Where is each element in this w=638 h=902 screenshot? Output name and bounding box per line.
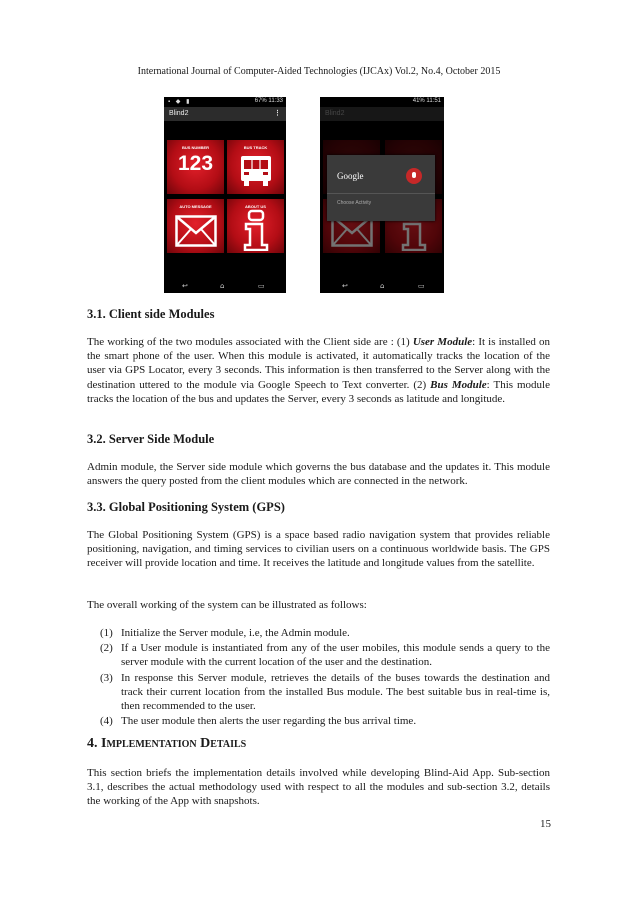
list-item — [100, 641, 550, 669]
overflow-menu-icon[interactable]: ⋮ — [274, 110, 281, 117]
tile-label: BUS NUMBER — [181, 145, 210, 150]
about-us-tile[interactable] — [227, 199, 284, 253]
bus-icon — [238, 153, 274, 189]
app-title: Blind2 — [169, 110, 189, 117]
journal-header: International Journal of Computer-Aided Technologies (IJCAx) Vol.2, No.4, October 2015 — [137, 66, 501, 77]
google-voice-dialog — [327, 155, 435, 221]
paragraph-client-modules — [87, 335, 550, 406]
status-time: 11:33 — [268, 98, 283, 104]
list-item — [100, 671, 550, 714]
app-bar — [164, 107, 286, 121]
home-icon[interactable]: ⌂ — [380, 282, 385, 290]
mail-icon — [175, 215, 217, 247]
bus-module-term: Bus Module — [430, 378, 487, 391]
status-time: 11:51 — [426, 98, 441, 104]
nav-bar — [320, 280, 444, 293]
paragraph-server-module: Admin module, the Server side module which governs the bus database and the updates it. This module answers the query posted from the client modules which are connected in the network. — [87, 461, 550, 488]
step-text: Initialize the Server module, i.e, the Admin module. — [121, 627, 350, 639]
step-text: The user module then alerts the user regarding the bus arrival time. — [121, 715, 417, 728]
auto-message-tile[interactable] — [167, 199, 224, 253]
dialog-title: Google — [337, 171, 364, 181]
choose-activity-option[interactable]: Choose Activity — [337, 200, 372, 206]
tile-label: BUS TRACK — [243, 145, 268, 150]
section-heading-3-3: 3.3. Global Positioning System (GPS) — [87, 500, 285, 514]
back-icon[interactable]: ↩ — [342, 282, 348, 290]
step-number: (3) — [100, 671, 113, 684]
microphone-icon[interactable] — [406, 168, 422, 184]
steps-list — [100, 626, 550, 729]
step-text: In response this Server module, retrieves the details of the buses towards the destination and track their current location from the installed Bus module. The best suitable bus in real-time is, then recommended to the user. — [121, 671, 550, 713]
tile-label: ABOUT US — [245, 204, 266, 209]
section-heading-3-2: 3.2. Server Side Module — [87, 432, 215, 446]
paragraph-overall-working: The overall working of the system can be illustrated as follows: — [87, 599, 367, 611]
status-bar — [320, 97, 444, 107]
text-run: : It is installed on the smart phone of the user. When this module is activated, it automatically tracks the location of the user via GPS Locator, every 3 seconds. This information is then transferred to the Server along with the destination uttered to the module via Google Speech to Text converter. (2) — [87, 336, 550, 391]
battery-level: 41% — [412, 98, 425, 104]
user-module-term: User Module — [412, 336, 473, 348]
app-screenshot-voice — [320, 97, 444, 293]
section-heading-3-1: 3.1. Client side Modules — [87, 307, 215, 321]
battery-level: 67% — [254, 98, 267, 104]
recents-icon[interactable]: ▭ — [418, 282, 425, 290]
bus-track-tile[interactable] — [227, 140, 284, 194]
info-icon — [241, 209, 271, 251]
text-run: : This module tracks the location of the bus and updates the Server, every 3 seconds as latitude and longitude. — [87, 378, 550, 405]
bus-number-value: 123 — [177, 152, 214, 175]
step-number: (4) — [100, 715, 113, 728]
paragraph-gps: The Global Positioning System (GPS) is a space based radio navigation system that provides reliable positioning, navigation, and timing services to civilian users on a continuous worldwide basis. The GPS receiver will provide location and time. It receives the latitude and longitude values from the satellite. — [87, 529, 550, 570]
nav-bar — [164, 280, 286, 293]
home-icon[interactable]: ⌂ — [220, 282, 225, 290]
step-number: (1) — [100, 627, 113, 639]
back-icon[interactable]: ↩ — [182, 282, 188, 290]
app-screenshot-main — [164, 97, 286, 293]
step-number: (2) — [100, 642, 113, 655]
tile-label: AUTO MESSAGE — [179, 204, 212, 209]
step-text: If a User module is instantiated from any of the user mobiles, this module sends a query to the server module with the current location of the user and the destination. — [121, 642, 550, 669]
status-bar: ▪ ◆ ▮ 67% 11:33 — [168, 98, 283, 105]
paragraph-implementation: This section briefs the implementation details involved while developing Blind-Aid App. Sub-section 3.1, describes the actual methodology used with respect to all the modules and sub-section 3.2, details the working of the App with snapshots. — [87, 767, 550, 808]
recents-icon[interactable]: ▭ — [258, 282, 265, 290]
bus-number-tile[interactable] — [167, 140, 224, 194]
page-number: 15 — [540, 818, 551, 830]
list-item — [100, 714, 550, 728]
section-heading-4: 4. Implementation Details — [87, 736, 247, 751]
text-run: The working of the two modules associated with the Client side are : (1) — [87, 336, 413, 348]
list-item — [100, 626, 550, 640]
dialog-divider — [327, 193, 435, 194]
